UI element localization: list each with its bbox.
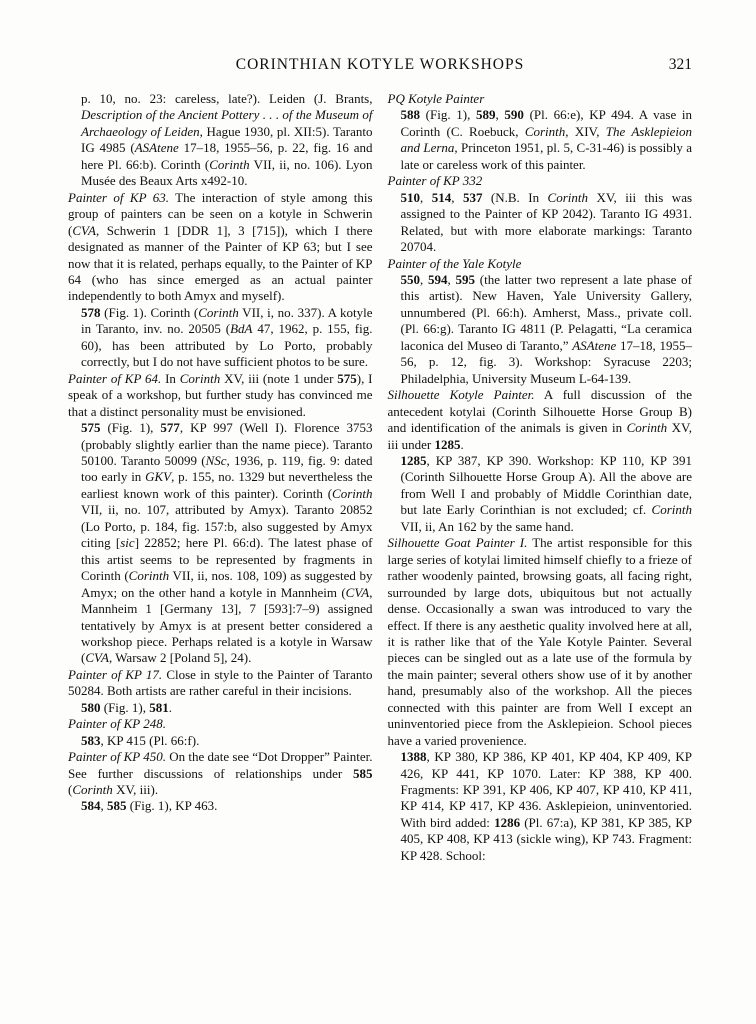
- text-run: 594: [428, 271, 448, 287]
- catalog-entry: [81, 305, 373, 371]
- text-run: VII, ii, nos. 108, 109) as suggested by Amyx; on the other hand a kotyle in Mannheim (: [81, 568, 373, 600]
- text-run: (the latter two represent a late phase of this artist). New Haven, Yale University Gallery, unnumbered (Pl. 66:h). Amherst, Mass., private coll. (Pl. 66:g). Taranto IG 4811 (P. Pelagatti, “La ceramica laconica del Museo di Taranto,”: [400, 271, 692, 353]
- text-run: 550: [400, 271, 420, 287]
- text-run: 17–18, 1955–56, p. 12, fig. 3). Workshop: Syracuse 2203; Philadelphia, University Museum L-64-139.: [400, 337, 692, 386]
- text-run: Close in style to the Painter of Taranto 50284. Both artists are rather careful in their incisions.: [68, 666, 373, 699]
- text-run: 590: [504, 107, 524, 123]
- text-run: Painter of KP 248.: [68, 716, 166, 732]
- painter-paragraph: [68, 190, 373, 305]
- text-run: 537: [462, 189, 483, 205]
- painter-paragraph: [68, 716, 373, 732]
- text-run: The artist responsible for this large series of kotylai limited himself chiefly to a frieze of rather woodenly painted, browsing goats, all facing right, surrounded by large dots, ubiquitous but not actually dense. Occasionally a swan was introduced to vary the effect. If there is any aesthetic quality involved here at all, it is rather like that of the Yale Kotyle Painter. Several pieces can be singled out as a late use of the formula by the main painter; several others show use of it by another hand, presumably also of the workshop. All the pieces connected with this painter are from Well I except an uninventoried piece from the Asklepieion. School pieces have a varied provenience.: [387, 535, 693, 748]
- text-run: 585: [107, 798, 127, 814]
- painter-heading: [388, 256, 693, 272]
- text-run: (Fig. 1). Corinth (: [100, 304, 199, 320]
- painter-paragraph: [388, 535, 693, 749]
- text-run: 585: [353, 765, 373, 781]
- text-run: , Princeton 1951, pl. 5, C-31-46) is possibly a late or careless work of this painter.: [400, 140, 692, 172]
- text-run: (: [68, 782, 73, 798]
- left-column: [68, 91, 373, 864]
- text-run: VII, i, no. 337). A kotyle in Taranto, inv. no. 20505 (: [81, 304, 373, 337]
- text-run: ,: [451, 189, 463, 205]
- text-run: ] 22852; here Pl. 66:d). The latest phase of this artist seems to be represented by fragments in Corinth (: [81, 535, 373, 584]
- catalog-entry: [401, 107, 693, 173]
- text-run: VII, ii, An 162 by the same hand.: [400, 518, 574, 534]
- text-run: CVA: [345, 584, 370, 600]
- text-run: Painter of KP 64.: [68, 370, 162, 386]
- text-run: XV, iii under: [387, 420, 692, 452]
- catalog-entry: [401, 190, 693, 256]
- text-run: (Fig. 1), KP 463.: [126, 798, 218, 814]
- text-run: , p. 155, no. 1329 but nevertheless the earliest known work of this painter). Corinth (: [81, 469, 373, 501]
- text-run: 580: [81, 699, 101, 715]
- text-run: 17–18, 1955–56, p. 22, fig. 16 and here Pl. 66:b). Corinth (: [81, 140, 373, 172]
- text-run: Corinth: [626, 420, 668, 436]
- text-run: The interaction of style among this group of painters can be seen on a kotyle in Schwerin (: [68, 189, 373, 238]
- text-run: XV, iii (note 1 under: [220, 370, 338, 386]
- text-run: Corinth: [72, 782, 113, 798]
- text-run: 581: [149, 699, 169, 715]
- text-run: , XIV,: [565, 123, 606, 139]
- text-run: Corinth: [209, 156, 250, 172]
- text-run: NSc: [205, 452, 227, 468]
- text-run: 595: [455, 271, 475, 287]
- text-run: , KP 387, KP 390. Workshop: KP 110, KP 391 (Corinth Silhouette Horse Group A). All the above are from Well I and probably of Middle Corinthian date, but late Early Corinthian is not excluded; cf.: [400, 452, 692, 518]
- text-run: 575: [337, 370, 357, 386]
- text-run: 514: [431, 189, 452, 205]
- text-run: 1285: [400, 452, 427, 468]
- text-run: ,: [100, 798, 107, 814]
- text-run: Corinth: [524, 123, 566, 139]
- catalog-entry: [81, 733, 373, 749]
- text-run: 575: [81, 420, 101, 436]
- text-run: Corinth: [332, 485, 373, 501]
- text-run: ), I speak of a workshop, but further study has convinced me that a distinct personality must be envisioned.: [68, 370, 373, 419]
- text-run: Painter of KP 63.: [68, 189, 169, 205]
- text-run: 589: [476, 107, 496, 123]
- text-run: Corinth: [179, 370, 221, 386]
- text-run: Silhouette Kotyle Painter.: [387, 387, 535, 403]
- text-run: A full discussion of the antecedent kotylai (Corinth Silhouette Horse Group B) and identification of the animals is given in: [387, 387, 692, 436]
- text-run: (N.B. In: [482, 189, 548, 205]
- right-column: [388, 91, 693, 864]
- text-run: On the date see “Dot Dropper” Painter. See further discussions of relationships under: [68, 749, 373, 781]
- text-run: , KP 415 (Pl. 66:f).: [100, 732, 200, 748]
- catalog-entry: [81, 798, 373, 814]
- text-run: BdA: [230, 321, 253, 337]
- text-run: The Asklepieion and Lerna: [400, 123, 692, 156]
- catalog-entry: [401, 453, 693, 535]
- text-run: (Fig. 1),: [100, 420, 161, 436]
- text-run: GKV: [145, 469, 172, 485]
- text-run: Corinth: [547, 189, 588, 205]
- text-run: VII, ii, no. 106). Lyon Musée des Beaux Arts x492-10.: [81, 156, 373, 189]
- text-run: , Mannheim 1 [Germany 13], 7 [593]:7–9) assigned tentatively by Amyx is at present better considered a workshop piece. Perhaps related is a kotyle in Warsaw (: [81, 584, 373, 666]
- text-run: Corinth: [198, 304, 239, 320]
- text-run: , KP 380, KP 386, KP 401, KP 404, KP 409, KP 426, KP 441, KP 1070. Later: KP 388, KP 400. Fragments: KP 391, KP 406, KP 407, KP 410, KP 411, KP 414, KP 417, KP 436. Asklepieion, uninventoried. With bird added:: [400, 749, 692, 830]
- text-run: 47, 1962, p. 155, fig. 60), has been attributed by Lo Porto, probably correctly, but I do not have sufficient photos to be sure.: [81, 321, 373, 370]
- text-run: Corinth: [651, 502, 692, 518]
- painter-heading: [388, 91, 693, 107]
- text-run: (Fig. 1),: [420, 107, 476, 123]
- text-run: ASAtene: [134, 140, 179, 156]
- text-run: (Pl. 66:e), KP 494. A vase in Corinth (C. Roebuck,: [400, 107, 693, 139]
- text-run: 1285: [434, 436, 461, 452]
- text-run: 1286: [494, 814, 521, 830]
- text-run: , KP 997 (Well I). Florence 3753 (probably slightly earlier than the name piece). Taranto 50100. Taranto 50099 (: [81, 420, 373, 468]
- text-run: ASAtene: [572, 337, 617, 353]
- text-run: .: [460, 436, 464, 452]
- painter-paragraph: [68, 667, 373, 700]
- painter-paragraph: [68, 371, 373, 420]
- text-run: , Warsaw 2 [Poland 5], 24).: [108, 650, 252, 666]
- catalog-entry: [81, 700, 373, 716]
- text-run: sic: [120, 535, 135, 551]
- text-run: Painter of KP 332: [387, 173, 483, 189]
- text-run: Silhouette Goat Painter I.: [387, 535, 528, 551]
- painter-paragraph: [388, 387, 693, 453]
- text-run: ,: [495, 107, 505, 123]
- painter-heading: [388, 173, 693, 189]
- text-run: In: [161, 370, 180, 386]
- text-run: 510: [400, 189, 420, 205]
- text-run: ,: [420, 271, 428, 287]
- catalog-entry: [401, 749, 693, 864]
- text-run: 583: [81, 732, 101, 748]
- text-run: ,: [447, 271, 456, 287]
- painter-paragraph: [68, 749, 373, 798]
- catalog-entry: [401, 272, 693, 387]
- catalog-entry: [81, 420, 373, 667]
- text-run: ,: [420, 189, 432, 205]
- text-run: (Fig. 1),: [100, 699, 150, 715]
- text-run: 578: [81, 304, 101, 320]
- text-run: (Pl. 67:a), KP 381, KP 385, KP 405, KP 408, KP 413 (sickle wing), KP 743. Fragment: KP 428. School:: [400, 814, 692, 863]
- text-run: 584: [81, 798, 101, 814]
- text-run: 577: [160, 420, 180, 436]
- text-run: Corinth: [128, 568, 170, 584]
- running-head: CORINTHIAN KOTYLE WORKSHOPS: [235, 56, 525, 73]
- text-run: VII, ii, no. 107, attributed by Amyx). Taranto 20852 (Lo Porto, p. 184, fig. 157:b, also suggested by Amyx citing [: [81, 502, 373, 551]
- text-run: CVA: [72, 222, 96, 238]
- text-run: XV, iii).: [112, 782, 159, 798]
- text-run: .: [168, 699, 172, 715]
- text-run: , Hague 1930, pl. XII:5). Taranto IG 4985 (: [81, 123, 373, 156]
- text-run: Painter of KP 450.: [68, 749, 166, 765]
- catalog-entry: [81, 91, 373, 190]
- text-run: Painter of KP 17.: [68, 666, 163, 682]
- text-run: PQ Kotyle Painter: [387, 91, 485, 106]
- text-run: CVA: [85, 650, 109, 666]
- text-run: Description of the Ancient Pottery . . . of the Museum of Archaeology of Leiden: [81, 107, 373, 139]
- text-run: , Schwerin 1 [DDR 1], 3 [715]), which I there designated as manner of the Painter of KP 63; but I see now that it is related, perhaps equally, to the Painter of KP 64 (who has since emerged as an actual painter independently to both Amyx and myself).: [68, 222, 373, 304]
- text-run: Painter of the Yale Kotyle: [387, 255, 522, 271]
- page-number: 321: [668, 56, 692, 73]
- text-run: 588: [400, 107, 420, 123]
- text-columns: [68, 91, 692, 864]
- text-run: , 1936, p. 119, fig. 9: dated too early in: [81, 452, 373, 485]
- text-run: p. 10, no. 23: careless, late?). Leiden (J. Brants,: [81, 91, 373, 106]
- text-run: XV, iii this was assigned to the Painter of KP 2042). Taranto IG 4931. Related, but with more elaborate markings: Taranto 20704.: [400, 189, 693, 255]
- page-header: [68, 56, 692, 78]
- text-run: 1388: [400, 749, 427, 765]
